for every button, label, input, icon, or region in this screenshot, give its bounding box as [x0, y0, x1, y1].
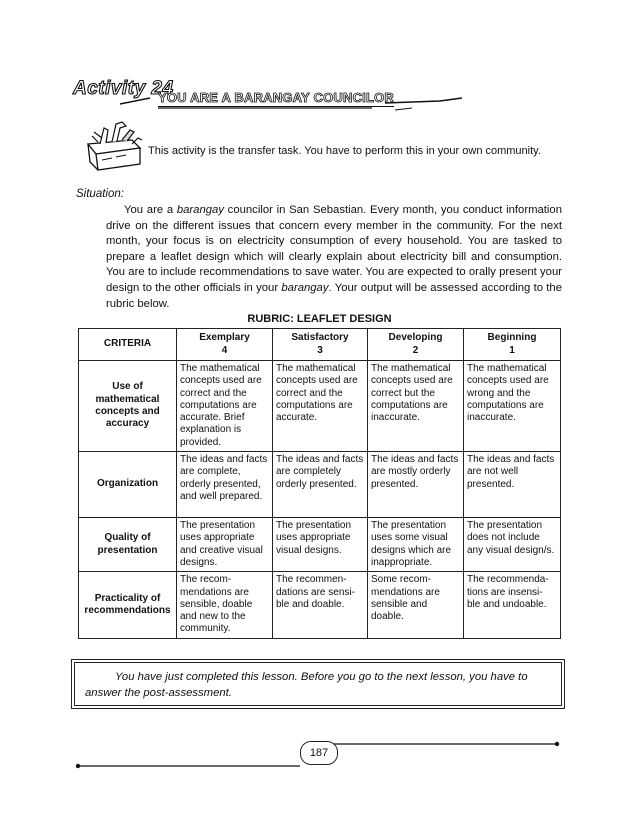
situation-text-1: You are a	[124, 204, 177, 216]
activity-title: YOU ARE A BARANGAY COUNCILOR	[158, 90, 395, 105]
situation-label: Situation:	[76, 188, 124, 200]
header-satisfactory: Satisfactory 3	[273, 329, 368, 361]
rubric-cell: The mathematical concepts used are wrong and the computations are inaccurate.	[464, 361, 561, 452]
situation-term-1: barangay	[176, 204, 224, 216]
rubric-cell: The presentation does not include any visual design/s.	[464, 518, 561, 572]
rubric-cell: The ideas and facts are mostly orderly presented.	[368, 452, 464, 518]
rubric-table	[78, 328, 561, 639]
closing-note: You have just completed this lesson. Before you go to the next lesson, you have to answer the post-assessment.	[85, 671, 528, 699]
criteria-cell: Practicality of recommendations	[79, 572, 177, 638]
rubric-title: RUBRIC: LEAFLET DESIGN	[247, 313, 392, 325]
rubric-cell: The recommenda- tions are insensi- ble and undoable.	[464, 572, 561, 638]
rubric-cell: Some recom- mendations are sensible and doable.	[368, 572, 464, 638]
situation-text-3: . Your output will be assessed according to the rubric below.	[106, 281, 562, 310]
rubric-cell: The mathematical concepts used are correct and the computations are accurate. Brief explanation is provided.	[177, 361, 273, 452]
rubric-header-row	[79, 329, 561, 361]
page-number: 187	[300, 741, 338, 765]
criteria-cell: Organization	[79, 452, 177, 518]
rubric-cell: The ideas and facts are complete, orderly presented, and well prepared.	[177, 452, 273, 518]
header-exemplary: Exemplary 4	[177, 329, 273, 361]
situation-term-2: barangay	[281, 281, 329, 294]
table-row	[79, 452, 561, 518]
situation-paragraph	[106, 203, 562, 312]
situation-text-2: councilor in San Sebastian. Every month, you conduct information drive on the different issues that concern every member in the community. For the next month, your focus is on electricity consumption of every household. You are tasked to prepare a leaflet design which will clearly explain about electricity bill and consumption. You are to include recommendations to save water. You are expected to orally present your design to the other officials in your	[106, 204, 563, 294]
activity-label: Activity 24	[73, 78, 174, 99]
table-row	[79, 518, 561, 572]
toolbox-icon	[82, 118, 148, 174]
table-row	[79, 361, 561, 452]
rubric-cell: The recommen- dations are sensi- ble and doable.	[273, 572, 368, 638]
rubric-cell: The presentation uses some visual designs which are inappropriate.	[368, 518, 464, 572]
criteria-cell: Quality of presentation	[79, 518, 177, 572]
table-row	[79, 572, 561, 638]
header-developing: Developing 2	[368, 329, 464, 361]
rubric-cell: The ideas and facts are completely orderly presented.	[273, 452, 368, 518]
criteria-cell: Use of mathematical concepts and accuracy	[79, 361, 177, 452]
rubric-cell: The presentation uses appropriate and creative visual designs.	[177, 518, 273, 572]
rubric-cell: The ideas and facts are not well presented.	[464, 452, 561, 518]
rubric-cell: The presentation uses appropriate visual designs.	[273, 518, 368, 572]
rubric-cell: The mathematical concepts used are correct but the computations are inaccurate.	[368, 361, 464, 452]
header-beginning: Beginning 1	[464, 329, 561, 361]
intro-text: This activity is the transfer task. You have to perform this in your own community.	[148, 145, 541, 157]
header-criteria: CRITERIA	[79, 329, 177, 361]
rubric-cell: The mathematical concepts used are correct and the computations are accurate.	[273, 361, 368, 452]
rubric-cell: The recom- mendations are sensible, doable and new to the community.	[177, 572, 273, 638]
